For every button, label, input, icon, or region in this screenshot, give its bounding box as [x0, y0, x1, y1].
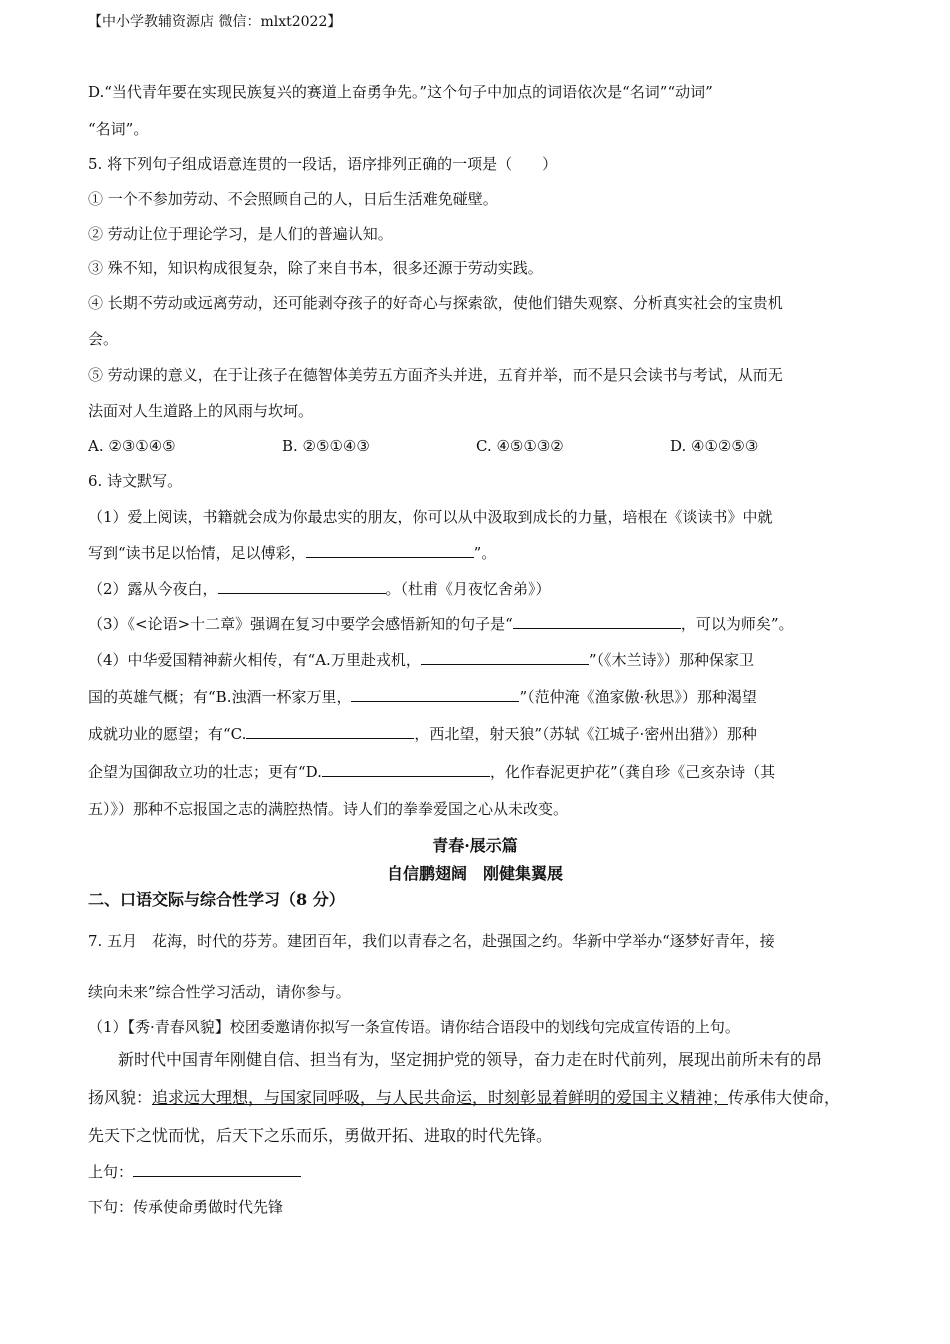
- q6-part4c-text: 成就功业的愿望；有“C.: [88, 725, 247, 743]
- upper-blank[interactable]: [133, 1162, 301, 1177]
- q6-part4d-blank[interactable]: [322, 762, 490, 777]
- q6-part4a-text-end: ”（《木兰诗》）那种保家卫: [588, 651, 754, 669]
- q6-part4-line5: 五）》）那种不忘报国之志的满腔热情。诗人们的拳拳爱国之心从未改变。: [88, 800, 569, 818]
- q6-part3-text: （3）《<论语>十二章》强调在复习中要学会感悟新知的句子是“: [88, 615, 513, 633]
- q6-part4d-text: 企望为国御敌立功的壮志；更有“D.: [88, 763, 322, 781]
- q6-part1-line1: （1）爱上阅读，书籍就会成为你最忠实的朋友，你可以从中汲取到成长的力量，培根在《谈读书》中就: [88, 508, 773, 526]
- q5-sentence-2: ② 劳动让位于理论学习，是人们的普遍认知。: [88, 225, 393, 243]
- part2-heading: 二、口语交际与综合性学习（8 分）: [88, 890, 345, 909]
- q5-sentence-4: ④ 长期不劳动或远离劳动，还可能剥夺孩子的好奇心与探索欲，使他们错失观察、分析真实社会的宝贵机: [88, 294, 783, 312]
- passage-line2-end: 传承伟大使命，: [728, 1088, 841, 1107]
- q7-sub1: （1）【秀·青春风貌】校团委邀请你拟写一条宣传语。请你结合语段中的划线句完成宣传语的上句。: [88, 1018, 740, 1036]
- q6-part4a-blank[interactable]: [421, 650, 589, 665]
- q4-option-d-line1: D.“当代青年要在实现民族复兴的赛道上奋勇争先。”这个句子中加点的词语依次是“名词”“动词”: [88, 83, 713, 101]
- q7-stem-line2: 续向未来”综合性学习活动，请你参与。: [88, 983, 351, 1001]
- q6-part1-line2: [88, 543, 496, 563]
- section-title: 青春·展示篇: [432, 836, 518, 855]
- q5-sentence-5: ⑤ 劳动课的意义，在于让孩子在德智体美劳五方面齐头并进，五育并举，而不是只会读书与考试，从而无: [88, 366, 783, 384]
- page-header: 【中小学教辅资源店 微信：mlxt2022】: [88, 14, 342, 30]
- q6-stem: 6. 诗文默写。: [88, 472, 183, 490]
- q6-part4c-text-end: ，西北望，射天狼”（苏轼《江城子·密州出猎》）那种: [414, 725, 757, 743]
- q6-part4b-blank[interactable]: [351, 687, 519, 702]
- q6-part2-text-end: 。（杜甫《月夜忆舍弟》）: [385, 580, 551, 598]
- q6-part3-text-end: ，可以为师矣”。: [680, 615, 794, 633]
- q5-sentence-3: ③ 殊不知，知识构成很复杂，除了来自书本，很多还源于劳动实践。: [88, 259, 543, 277]
- q5-sentence-5-cont: 法面对人生道路上的风雨与坎坷。: [88, 402, 314, 420]
- passage-line2: [88, 1088, 840, 1108]
- q5-sentence-4-cont: 会。: [88, 330, 119, 348]
- q7-stem-line1: 7. 五月 花海，时代的芬芳。建团百年，我们以青春之名，赴强国之约。华新中学举办“逐梦好青年，接: [88, 932, 775, 950]
- q5-option-a[interactable]: A. ②③①④⑤: [88, 437, 176, 455]
- q6-part2: [88, 579, 551, 599]
- q6-part4-line2: [88, 687, 757, 707]
- q6-part4-line4: [88, 762, 775, 782]
- lower-line: 下句：传承使命勇做时代先锋: [88, 1198, 284, 1216]
- q6-part4a-text: （4）中华爱国精神薪火相传，有“A.万里赴戎机，: [88, 651, 421, 669]
- passage-line2-start: 扬风貌：: [88, 1088, 153, 1107]
- passage-line3: 先天下之忧而忧，后天下之乐而乐，勇做开拓、进取的时代先锋。: [88, 1126, 553, 1145]
- section-subtitle: 自信鹏翅阔 刚健集翼展: [386, 864, 563, 883]
- q5-option-b[interactable]: B. ②⑤①④③: [282, 437, 370, 455]
- passage-line1: 新时代中国青年刚健自信、担当有为，坚定拥护党的领导，奋力走在时代前列，展现出前所未有的昂: [118, 1050, 823, 1069]
- q6-part4b-text-end: ”（范仲淹《渔家傲·秋思》）那种渴望: [519, 688, 757, 706]
- q6-part1-text-end: ”。: [473, 544, 497, 562]
- upper-line: [88, 1162, 301, 1182]
- passage-underlined-sentence: 追求远大理想，与国家同呼吸，与人民共命运，时刻彰显着鲜明的爱国主义精神；: [152, 1088, 729, 1107]
- q4-option-d-line2: “名词”。: [88, 120, 149, 138]
- q6-part2-text: （2）露从今夜白，: [88, 580, 218, 598]
- q6-part3: [88, 614, 794, 634]
- q6-part2-blank[interactable]: [218, 579, 386, 594]
- upper-label: 上句：: [88, 1163, 134, 1181]
- q6-part4-line1: [88, 650, 754, 670]
- q6-part1-text: 写到“读书足以怡情，足以傅彩，: [88, 544, 306, 562]
- q6-part3-blank[interactable]: [513, 614, 681, 629]
- q5-stem: 5. 将下列句子组成语意连贯的一段话，语序排列正确的一项是（ ）: [88, 155, 558, 173]
- q5-option-d[interactable]: D. ④①②⑤③: [670, 437, 759, 455]
- q5-sentence-1: ① 一个不参加劳动、不会照顾自己的人，日后生活难免碰壁。: [88, 190, 498, 208]
- q5-option-c[interactable]: C. ④⑤①③②: [476, 437, 564, 455]
- q6-part4b-text: 国的英雄气概；有“B.浊酒一杯家万里，: [88, 688, 352, 706]
- q6-part1-blank[interactable]: [306, 543, 474, 558]
- q6-part4c-blank[interactable]: [246, 724, 414, 739]
- q6-part4d-text-end: ，化作春泥更护花”（龚自珍《己亥杂诗（其: [489, 763, 776, 781]
- q6-part4-line3: [88, 724, 757, 744]
